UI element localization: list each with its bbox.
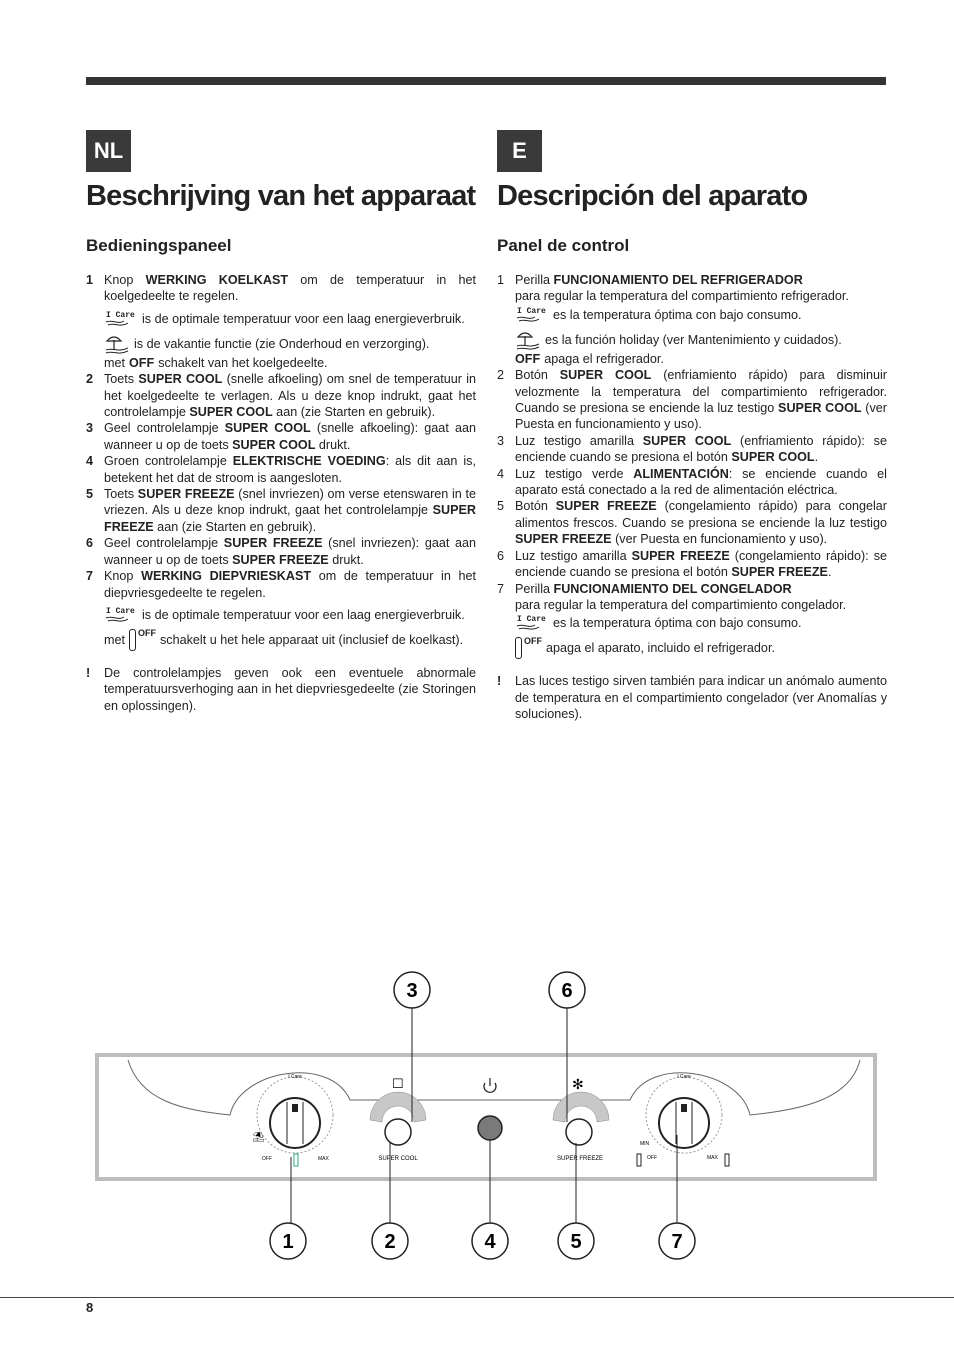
- page-title-nl: Beschrijving van het apparaat: [86, 180, 476, 212]
- max-label-right: MAX: [707, 1155, 718, 1161]
- item-number: 4: [86, 454, 94, 469]
- holiday-icon: ⛱: [252, 1132, 265, 1143]
- item-text: [515, 466, 887, 499]
- callout-number: 3: [406, 980, 418, 1002]
- list-item: [86, 535, 476, 568]
- text-run: ALIMENTACIÓN: [633, 466, 729, 481]
- text-run: .: [827, 565, 832, 580]
- svg-text:I Care: I Care: [517, 306, 546, 316]
- text-run: Luz testigo verde: [515, 466, 634, 481]
- list-item: [86, 272, 476, 305]
- text-run: SUPER FREEZE: [223, 536, 323, 551]
- text-run: Knop: [104, 569, 142, 584]
- list-item: [497, 466, 887, 499]
- list-item: [86, 486, 476, 535]
- text-run: : als dit aan is, betekent het dat de stroom is aangesloten.: [104, 454, 476, 485]
- text-run: para regular la temperatura del compartimiento congelador.: [515, 597, 847, 612]
- list-item: [497, 498, 887, 547]
- off-label-right: OFF: [647, 1155, 657, 1161]
- section-title-nl: Bedieningspaneel: [86, 236, 232, 255]
- callouts-top: [394, 972, 585, 1008]
- text-run: .: [814, 450, 819, 465]
- item-text: [515, 498, 887, 547]
- text-run: (enfriamiento rápido) para disminuir velozmente la temperatura del compartimiento refrigerador. Cuando se presiona se enciende la luz testigo: [515, 368, 887, 416]
- holiday-icon: [515, 329, 541, 351]
- item-text: [104, 272, 476, 305]
- text-run: ELEKTRISCHE VOEDING: [232, 454, 386, 469]
- text-run: SUPER COOL: [224, 421, 311, 436]
- text-run: Luz testigo amarilla: [515, 548, 632, 563]
- off-pre: met: [104, 355, 125, 370]
- off-post: apaga el refrigerador.: [544, 351, 664, 366]
- item-number: 5: [86, 487, 94, 502]
- warning-note: [497, 673, 887, 722]
- fridge-off-indicator: [294, 1154, 298, 1166]
- icare-note: [104, 309, 476, 329]
- holiday-note: [104, 333, 476, 355]
- item-text: [515, 272, 887, 305]
- text-run: FUNCIONAMIENTO DEL CONGELADOR: [553, 581, 792, 596]
- text-run: (snel invriezen) om verse etenswaren in te vriezen. Als u deze knop indrukt, gaat het controlelampje: [104, 487, 476, 518]
- svg-text:I Care: I Care: [106, 606, 135, 616]
- holiday-note: [515, 329, 887, 351]
- control-panel-illustration: [0, 960, 954, 1290]
- off-word: OFF: [515, 351, 541, 366]
- item-number: 3: [497, 433, 505, 448]
- holiday-text: is de vakantie functie (zie Onderhoud en verzorging).: [134, 336, 430, 351]
- text-run: SUPER FREEZE: [555, 499, 657, 514]
- item-number: 2: [497, 368, 505, 383]
- item-text: [104, 535, 476, 568]
- off-post: schakelt van het koelgedeelte.: [158, 355, 328, 370]
- icare-text: is de optimale temperatuur voor een laag energieverbruik.: [142, 311, 465, 326]
- icare-icon: [104, 605, 138, 625]
- item-number: 7: [497, 581, 505, 596]
- warning-mark: !: [86, 665, 91, 680]
- list-item: [86, 371, 476, 420]
- super-freeze-label: SUPER FREEZE: [556, 1156, 604, 1162]
- off-symbol: OFF: [515, 637, 542, 659]
- text-run: (snelle afkoeling): gaat aan wanneer u op de toets: [104, 421, 476, 452]
- off-pre: met: [104, 632, 125, 647]
- callouts-bottom: [270, 1223, 695, 1259]
- off-label-left: OFF: [262, 1156, 272, 1162]
- text-run: SUPER COOL: [731, 450, 815, 465]
- off-post: schakelt u het hele apparaat uit (inclusief de koelkast).: [160, 632, 464, 647]
- icare-note: [104, 605, 476, 625]
- icare-note: [515, 305, 887, 325]
- text-run: SUPER COOL: [642, 433, 732, 448]
- text-run: : se enciende cuando el aparato está conectado a la red de alimentación eléctrica.: [515, 466, 887, 498]
- list-item: [86, 453, 476, 486]
- text-run: Toets: [104, 487, 138, 502]
- callout-number: 1: [282, 1231, 294, 1253]
- icare-text: es la temperatura óptima con bajo consumo.: [553, 307, 802, 322]
- power-lamp: [478, 1116, 502, 1140]
- text-run: para regular la temperatura del compartimiento refrigerador.: [515, 289, 849, 304]
- off-symbol: OFF: [129, 629, 156, 651]
- item-number: 4: [497, 466, 505, 481]
- text-run: SUPER FREEZE: [515, 532, 612, 547]
- text-run: Knop: [104, 273, 146, 287]
- control-panel-diagram: [0, 960, 954, 1290]
- text-run: SUPER FREEZE: [137, 487, 235, 502]
- text-run: WERKING KOELKAST: [145, 273, 289, 287]
- text-run: (snel invriezen): gaat aan wanneer u op de toets: [104, 536, 476, 567]
- max-label-left: MAX: [318, 1156, 329, 1162]
- text-run: SUPER COOL: [232, 437, 316, 452]
- text-run: SUPER COOL: [138, 372, 223, 387]
- text-run: Toets: [104, 372, 139, 387]
- text-run: (ver Puesta en funcionamiento y uso).: [611, 532, 828, 547]
- list-item: [497, 433, 887, 466]
- list-item: [497, 581, 887, 614]
- icare-icon: [515, 305, 549, 325]
- list-item: [86, 568, 476, 601]
- text-run: Botón: [515, 368, 560, 383]
- text-run: SUPER FREEZE: [232, 552, 329, 567]
- column-es: [497, 272, 887, 723]
- freezer-knob: [646, 1077, 722, 1153]
- text-run: (snelle afkoeling) om snel de temperatuur in het koelgedeelte te verlagen. Als u deze knop indrukt, gaat het controlelampje: [104, 372, 476, 420]
- item-text: [104, 568, 476, 601]
- text-run: (congelamiento rápido) para congelar alimentos frescos. Cuando se presiona se enciende la luz testigo: [515, 499, 887, 530]
- item-number: 6: [86, 536, 94, 551]
- icare-label-right: I Care: [677, 1074, 691, 1080]
- holiday-text: es la función holiday (ver Mantenimiento y cuidados).: [545, 332, 842, 347]
- off-note: [104, 355, 476, 371]
- item-text: [515, 367, 887, 433]
- text-run: SUPER FREEZE: [731, 565, 828, 580]
- text-run: SUPER COOL: [189, 405, 273, 420]
- list-item: [497, 272, 887, 305]
- icare-note: [515, 613, 887, 633]
- freezer-max-indicator: [725, 1154, 729, 1166]
- text-run: (ver Puesta en funcionamiento y uso).: [515, 401, 887, 432]
- off-post: apaga el aparato, incluido el refrigerador.: [546, 641, 775, 656]
- icare-text: is de optimale temperatuur voor een laag energieverbruik.: [142, 607, 465, 622]
- callout-number: 7: [671, 1231, 683, 1253]
- fridge-knob: [257, 1077, 333, 1153]
- item-text: [104, 420, 476, 453]
- callout-number: 2: [384, 1231, 396, 1253]
- page-title-es: Descripción del aparato: [497, 180, 808, 212]
- text-run: drukt.: [328, 552, 364, 567]
- text-run: Botón: [515, 499, 556, 514]
- item-text: [104, 453, 476, 486]
- text-run: Geel controlelampje: [104, 536, 224, 551]
- list-item: [497, 367, 887, 433]
- text-run: Luz testigo amarilla: [515, 433, 643, 448]
- column-nl: [86, 272, 476, 714]
- item-text: [104, 371, 476, 420]
- text-run: WERKING DIEPVRIESKAST: [141, 569, 312, 584]
- list-item: [86, 420, 476, 453]
- icare-icon: [515, 613, 549, 633]
- warning-text: Las luces testigo sirven también para indicar un anómalo aumento de temperatura en el compartimiento congelador (ver Anomalías y soluciones).: [515, 674, 887, 722]
- text-run: SUPER FREEZE: [631, 548, 730, 563]
- off-word: OFF: [129, 355, 155, 370]
- text-run: SUPER FREEZE: [104, 503, 476, 534]
- callout-number: 6: [561, 980, 573, 1002]
- callout-number: 4: [484, 1231, 496, 1253]
- item-number: 5: [497, 499, 505, 514]
- freezer-off-indicator: [637, 1154, 641, 1166]
- off-note: [515, 637, 887, 659]
- off-note: [515, 351, 887, 367]
- cool-icon: ☐: [392, 1076, 404, 1091]
- item-text: [515, 581, 887, 614]
- top-rule: [86, 77, 886, 85]
- super-cool-label: SUPER COOL: [378, 1156, 418, 1162]
- language-badge-es: E: [497, 130, 542, 172]
- text-run: (congelamiento rápido): se enciende cuando se presiona el botón: [515, 548, 888, 580]
- item-number: 6: [497, 548, 505, 563]
- text-run: Perilla: [515, 581, 554, 596]
- text-run: drukt.: [315, 437, 351, 452]
- warning-mark: !: [497, 674, 502, 689]
- svg-text:I Care: I Care: [106, 310, 135, 320]
- icare-icon: [104, 309, 138, 329]
- text-run: (enfriamiento rápido): se enciende cuando se presiona el botón: [515, 433, 887, 465]
- off-note: [104, 629, 476, 651]
- text-run: SUPER COOL: [559, 368, 652, 383]
- item-number: 2: [86, 372, 94, 387]
- item-number: 7: [86, 569, 94, 584]
- item-number: 3: [86, 421, 94, 436]
- text-run: SUPER COOL: [778, 401, 862, 416]
- list-item: [497, 548, 887, 581]
- section-title-es: Panel de control: [497, 236, 630, 255]
- warning-text: De controlelampjes geven ook een eventuele abnormale temperatuursverhoging aan in het diepvriesgedeelte (zie Storingen en oplossingen).: [104, 665, 476, 713]
- language-badge-nl: NL: [86, 130, 131, 172]
- min-label: MIN: [640, 1141, 650, 1147]
- text-run: Geel controlelampje: [104, 421, 225, 436]
- text-run: om de temperatuur in het diepvriesgedeelte te regelen.: [104, 569, 476, 600]
- page-number: 8: [86, 1300, 94, 1315]
- text-run: Perilla: [515, 273, 554, 287]
- svg-text:I Care: I Care: [517, 615, 546, 625]
- text-run: Groen controlelampje: [104, 454, 233, 469]
- item-text: [104, 486, 476, 535]
- item-text: [515, 548, 887, 581]
- text-run: aan (zie Starten en gebruik).: [153, 519, 317, 534]
- callout-number: 5: [570, 1231, 582, 1253]
- text-run: om de temperatuur in het koelgedeelte te regelen.: [104, 273, 476, 304]
- snowflake-icon: ✻: [572, 1076, 584, 1092]
- bottom-rule: [0, 1297, 954, 1298]
- text-run: FUNCIONAMIENTO DEL REFRIGERADOR: [553, 273, 803, 287]
- icare-label-left: I Care: [288, 1074, 302, 1080]
- text-run: aan (zie Starten en gebruik).: [272, 405, 436, 420]
- item-text: [515, 433, 887, 466]
- icare-text: es la temperatura óptima con bajo consumo.: [553, 616, 802, 631]
- item-number: 1: [86, 273, 94, 287]
- item-number: 1: [497, 273, 505, 287]
- warning-note: [86, 665, 476, 714]
- holiday-icon: [104, 333, 130, 355]
